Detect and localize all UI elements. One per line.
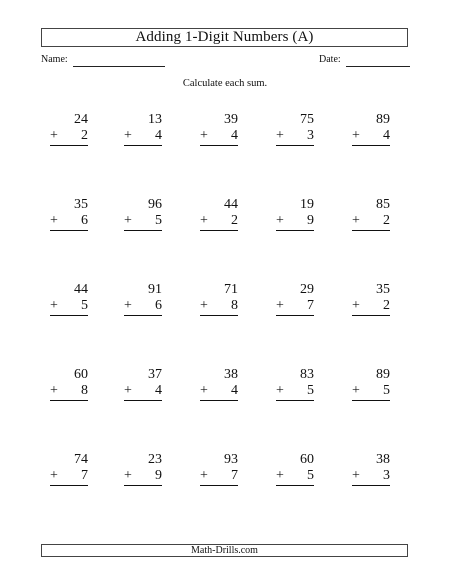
addend-row [352,214,390,231]
addend-row [124,469,162,486]
addend: 5 [307,468,314,483]
augend: 60 [300,452,314,467]
plus-sign: + [50,298,58,313]
addend: 7 [81,468,88,483]
addend-row [200,469,238,486]
addend: 5 [155,213,162,228]
addend-row [276,129,314,146]
plus-sign: + [352,213,360,228]
addend: 7 [231,468,238,483]
augend: 38 [224,367,238,382]
plus-sign: + [50,468,58,483]
augend: 75 [300,112,314,127]
addend: 6 [155,298,162,313]
addend-row [276,214,314,231]
augend: 19 [300,197,314,212]
augend: 71 [224,282,238,297]
addend-row [200,299,238,316]
plus-sign: + [352,468,360,483]
addend-row [200,384,238,401]
plus-sign: + [50,128,58,143]
addend: 3 [383,468,390,483]
addend-row [352,129,390,146]
augend: 24 [74,112,88,127]
addend: 9 [307,213,314,228]
addend-row [50,384,88,401]
addend: 8 [81,383,88,398]
addend-row [276,299,314,316]
augend: 93 [224,452,238,467]
augend: 85 [376,197,390,212]
addend: 3 [307,128,314,143]
plus-sign: + [200,213,208,228]
augend: 96 [148,197,162,212]
addend-row [276,384,314,401]
addend: 4 [231,128,238,143]
addend-row [352,469,390,486]
plus-sign: + [124,298,132,313]
footer-box [41,544,408,557]
augend: 44 [224,197,238,212]
plus-sign: + [276,213,284,228]
addend: 5 [81,298,88,313]
augend: 37 [148,367,162,382]
date-label: Date: [319,54,341,65]
plus-sign: + [276,128,284,143]
augend: 89 [376,367,390,382]
plus-sign: + [352,298,360,313]
augend: 83 [300,367,314,382]
name-label: Name: [41,54,68,65]
plus-sign: + [200,128,208,143]
addend-row [50,129,88,146]
plus-sign: + [124,128,132,143]
addend: 4 [231,383,238,398]
addend-row [50,469,88,486]
addend-row [124,299,162,316]
plus-sign: + [124,468,132,483]
plus-sign: + [276,468,284,483]
augend: 89 [376,112,390,127]
addend: 6 [81,213,88,228]
plus-sign: + [352,128,360,143]
augend: 35 [376,282,390,297]
addend-row [200,129,238,146]
plus-sign: + [200,383,208,398]
addend-row [124,214,162,231]
addend: 5 [383,383,390,398]
addend: 4 [155,383,162,398]
plus-sign: + [124,383,132,398]
instructions: Calculate each sum. [182,78,268,89]
augend: 29 [300,282,314,297]
addend: 4 [155,128,162,143]
addend: 2 [383,298,390,313]
augend: 91 [148,282,162,297]
plus-sign: + [200,468,208,483]
addend-row [50,299,88,316]
addend-row [50,214,88,231]
augend: 35 [74,197,88,212]
addend: 4 [383,128,390,143]
addend: 2 [231,213,238,228]
addend: 7 [307,298,314,313]
plus-sign: + [124,213,132,228]
augend: 60 [74,367,88,382]
addend: 2 [81,128,88,143]
plus-sign: + [276,383,284,398]
addend-row [352,384,390,401]
augend: 23 [148,452,162,467]
worksheet-title: Adding 1-Digit Numbers (A) [135,29,314,45]
addend: 2 [383,213,390,228]
addend-row [124,129,162,146]
addend-row [124,384,162,401]
augend: 13 [148,112,162,127]
plus-sign: + [352,383,360,398]
addend: 8 [231,298,238,313]
plus-sign: + [276,298,284,313]
addend: 9 [155,468,162,483]
addend-row [276,469,314,486]
augend: 74 [74,452,88,467]
addend: 5 [307,383,314,398]
addend-row [200,214,238,231]
plus-sign: + [50,213,58,228]
plus-sign: + [200,298,208,313]
footer-credit: Math-Drills.com [191,545,258,556]
augend: 44 [74,282,88,297]
plus-sign: + [50,383,58,398]
augend: 39 [224,112,238,127]
addend-row [352,299,390,316]
augend: 38 [376,452,390,467]
